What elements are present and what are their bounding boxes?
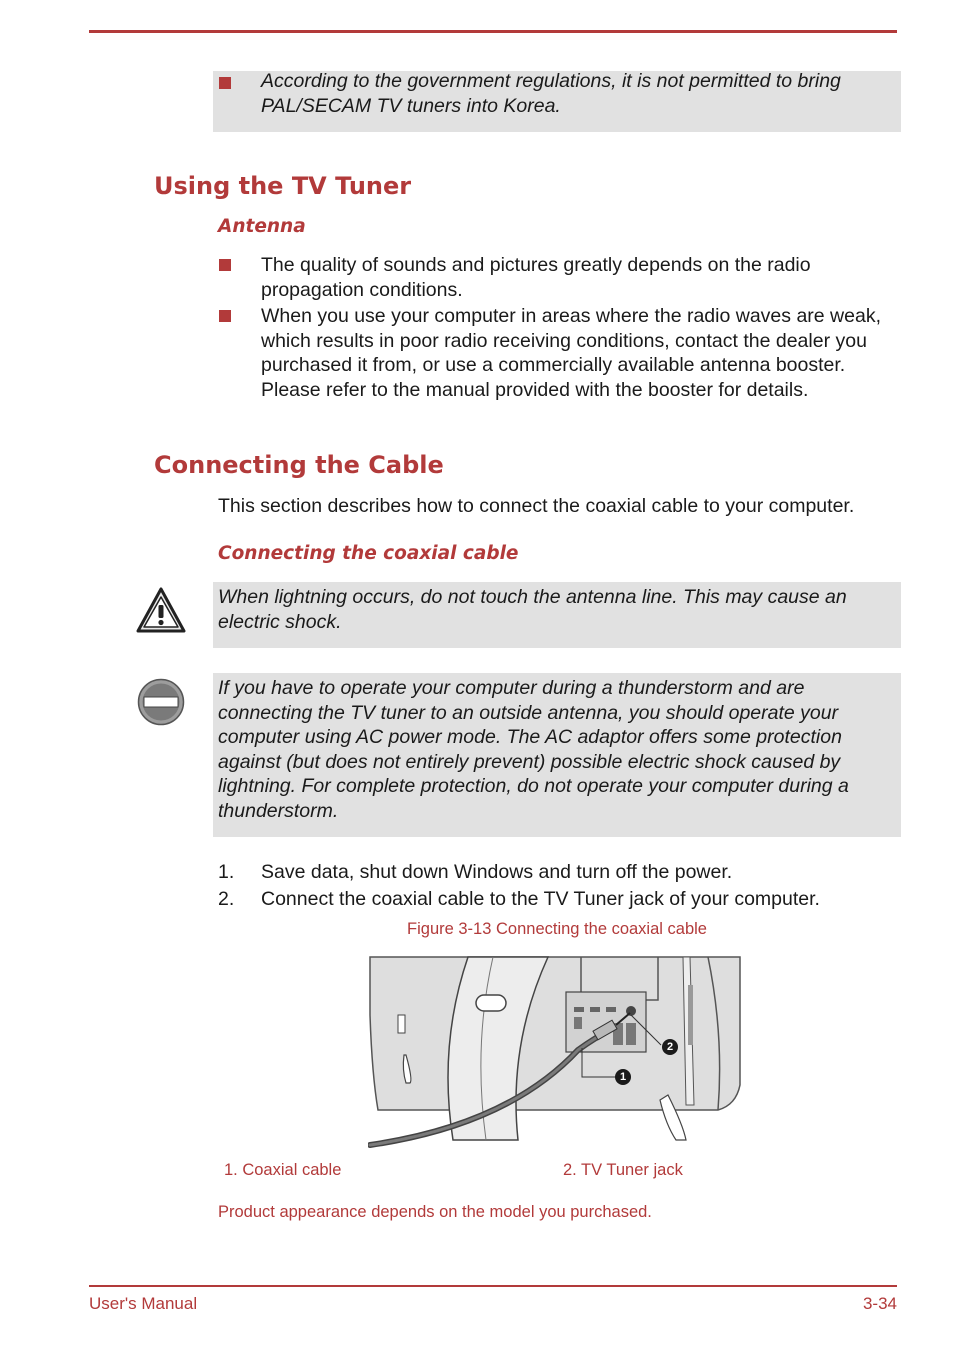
callout-marker-2 [662, 1039, 678, 1055]
page-number: 3-34 [862, 1294, 897, 1313]
figure-illustration [368, 955, 744, 1150]
warning-triangle-icon [134, 584, 188, 638]
subheading-coaxial: Connecting the coaxial cable [218, 543, 519, 564]
note-box-korea [213, 71, 901, 132]
heading-using-tv-tuner: Using the TV Tuner [154, 172, 412, 200]
bullet-square [219, 310, 231, 322]
figure-note: Product appearance depends on the model you purchased. [218, 1203, 652, 1221]
bullet-square [219, 259, 231, 271]
callout-marker-1 [615, 1069, 631, 1085]
figure-label-coaxial-cable: 1. Coaxial cable [224, 1161, 342, 1179]
step-text: Connect the coaxial cable to the TV Tuner jack of your computer. [261, 888, 820, 910]
step-number: 1. [218, 861, 235, 883]
footer-rule [89, 1285, 897, 1287]
bullet-item-radio-propagation: The quality of sounds and pictures greatly depends on the radio propagation conditions. [261, 254, 811, 301]
warning-box [213, 582, 901, 648]
footer-title: User's Manual [89, 1294, 198, 1313]
intro-text: This section describes how to connect the coaxial cable to your computer. [218, 495, 855, 517]
subheading-antenna: Antenna [218, 216, 306, 237]
figure-label-tv-tuner-jack: 2. TV Tuner jack [563, 1161, 683, 1179]
heading-connecting-cable: Connecting the Cable [154, 451, 444, 479]
step-number: 2. [218, 888, 235, 910]
caution-text: If you have to operate your computer during a thunderstorm and are connecting the TV tuner to an outside antenna, you should operate your computer using AC power mode. The AC adaptor offers some protection against (but does not entirely prevent) possible electric shock caused by lightning. For complete protection, do not operate your computer during a thunderstorm. [218, 677, 849, 822]
bullet-square [219, 77, 231, 89]
caution-box [213, 673, 901, 837]
warning-text: When lightning occurs, do not touch the antenna line. This may cause an electric shock. [218, 586, 847, 633]
step-text: Save data, shut down Windows and turn off the power. [261, 861, 733, 883]
figure-caption: Figure 3-13 Connecting the coaxial cable [407, 920, 707, 938]
callout-1-label: 1 [619, 1071, 627, 1083]
no-entry-icon [136, 677, 186, 727]
header-rule [89, 30, 897, 33]
callout-2-label: 2 [666, 1041, 674, 1053]
note-korea-text: According to the government regulations, it is not permitted to bring PAL/SECAM TV tuners into Korea. [261, 70, 841, 117]
bullet-item-weak-signal: When you use your computer in areas where the radio waves are weak, which results in poor radio receiving conditions, contact the dealer you purchased it from, or use a commercially available antenna booster. Please refer to the manual provided with the booster for details. [261, 305, 881, 401]
